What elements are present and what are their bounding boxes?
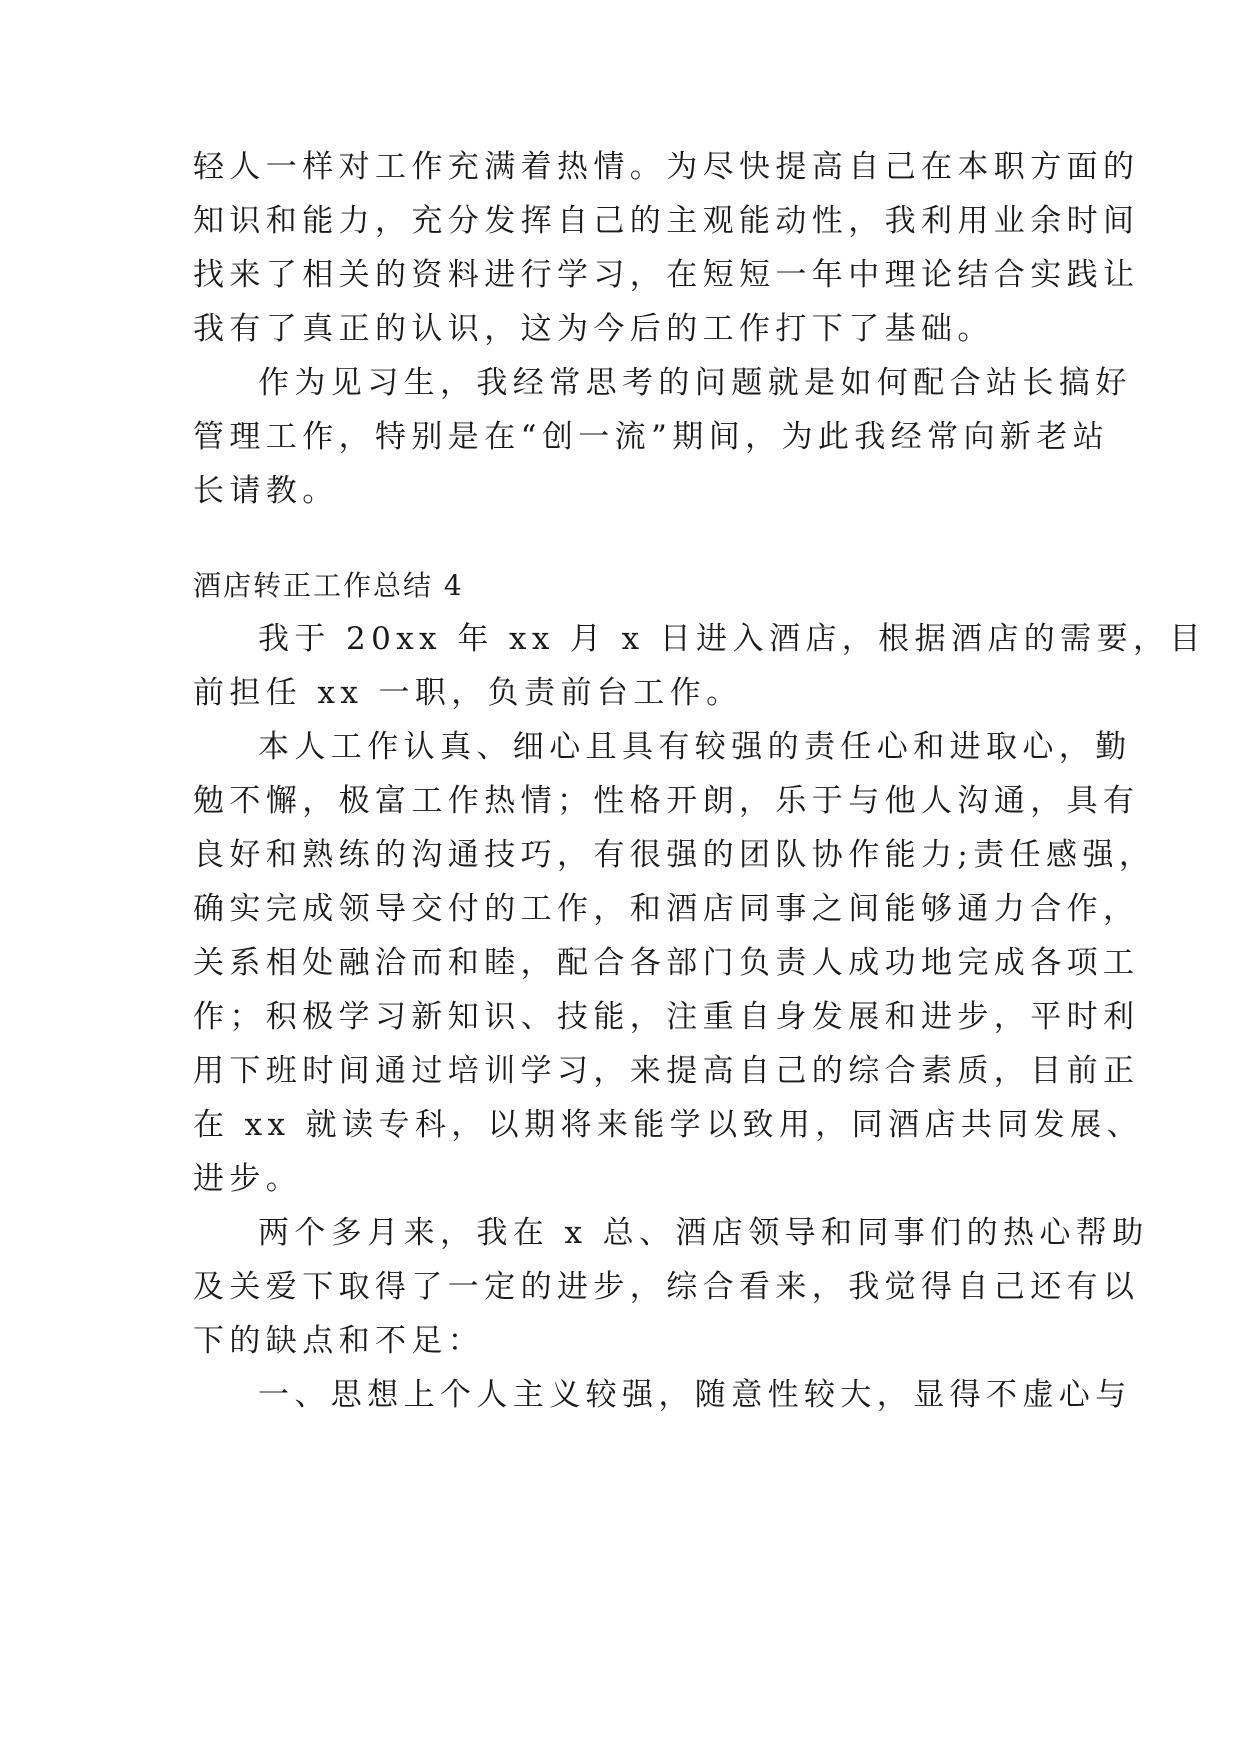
paragraph-line: 勉不懈，极富工作热情；性格开朗，乐于与他人沟通，具有 [193, 783, 1140, 819]
paragraph-line: 两个多月来，我在 x 总、酒店领导和同事们的热心帮助 [258, 1215, 1149, 1251]
paragraph-line: 一、思想上个人主义较强，随意性较大，显得不虚心与 [258, 1377, 1132, 1413]
paragraph-line: 作为见习生，我经常思考的问题就是如何配合站长搞好 [258, 365, 1132, 401]
paragraph-line: 进步。 [193, 1161, 303, 1197]
paragraph-line: 我于 20xx 年 xx 月 x 日进入酒店，根据酒店的需要，目 [258, 621, 1206, 657]
section-heading: 酒店转正工作总结 4 [193, 569, 464, 602]
paragraph-line: 前担任 xx 一职，负责前台工作。 [193, 675, 743, 711]
paragraph-line: 在 xx 就读专科，以期将来能学以致用，同酒店共同发展、 [193, 1107, 1143, 1143]
paragraph-line: 确实完成领导交付的工作，和酒店同事之间能够通力合作， [193, 891, 1140, 927]
paragraph-line: 轻人一样对工作充满着热情。为尽快提高自己在本职方面的 [193, 149, 1140, 185]
paragraph-line: 长请教。 [193, 473, 339, 509]
paragraph-line: 关系相处融洽而和睦，配合各部门负责人成功地完成各项工 [193, 945, 1140, 981]
paragraph-line: 及关爱下取得了一定的进步，综合看来，我觉得自己还有以 [193, 1269, 1140, 1305]
paragraph-line: 本人工作认真、细心且具有较强的责任心和进取心，勤 [258, 729, 1132, 765]
paragraph-line: 用下班时间通过培训学习，来提高自己的综合素质，目前正 [193, 1053, 1140, 1089]
paragraph-line: 管理工作，特别是在“创一流”期间，为此我经常向新老站 [193, 419, 1110, 455]
paragraph-line: 作；积极学习新知识、技能，注重自身发展和进步，平时利 [193, 999, 1140, 1035]
paragraph-line: 良好和熟练的沟通技巧，有很强的团队协作能力;责任感强， [193, 837, 1156, 873]
paragraph-line: 知识和能力，充分发挥自己的主观能动性，我利用业余时间 [193, 203, 1140, 239]
paragraph-line: 找来了相关的资料进行学习，在短短一年中理论结合实践让 [193, 257, 1140, 293]
paragraph-line: 下的缺点和不足： [193, 1323, 485, 1359]
paragraph-line: 我有了真正的认识，这为今后的工作打下了基础。 [193, 311, 994, 347]
